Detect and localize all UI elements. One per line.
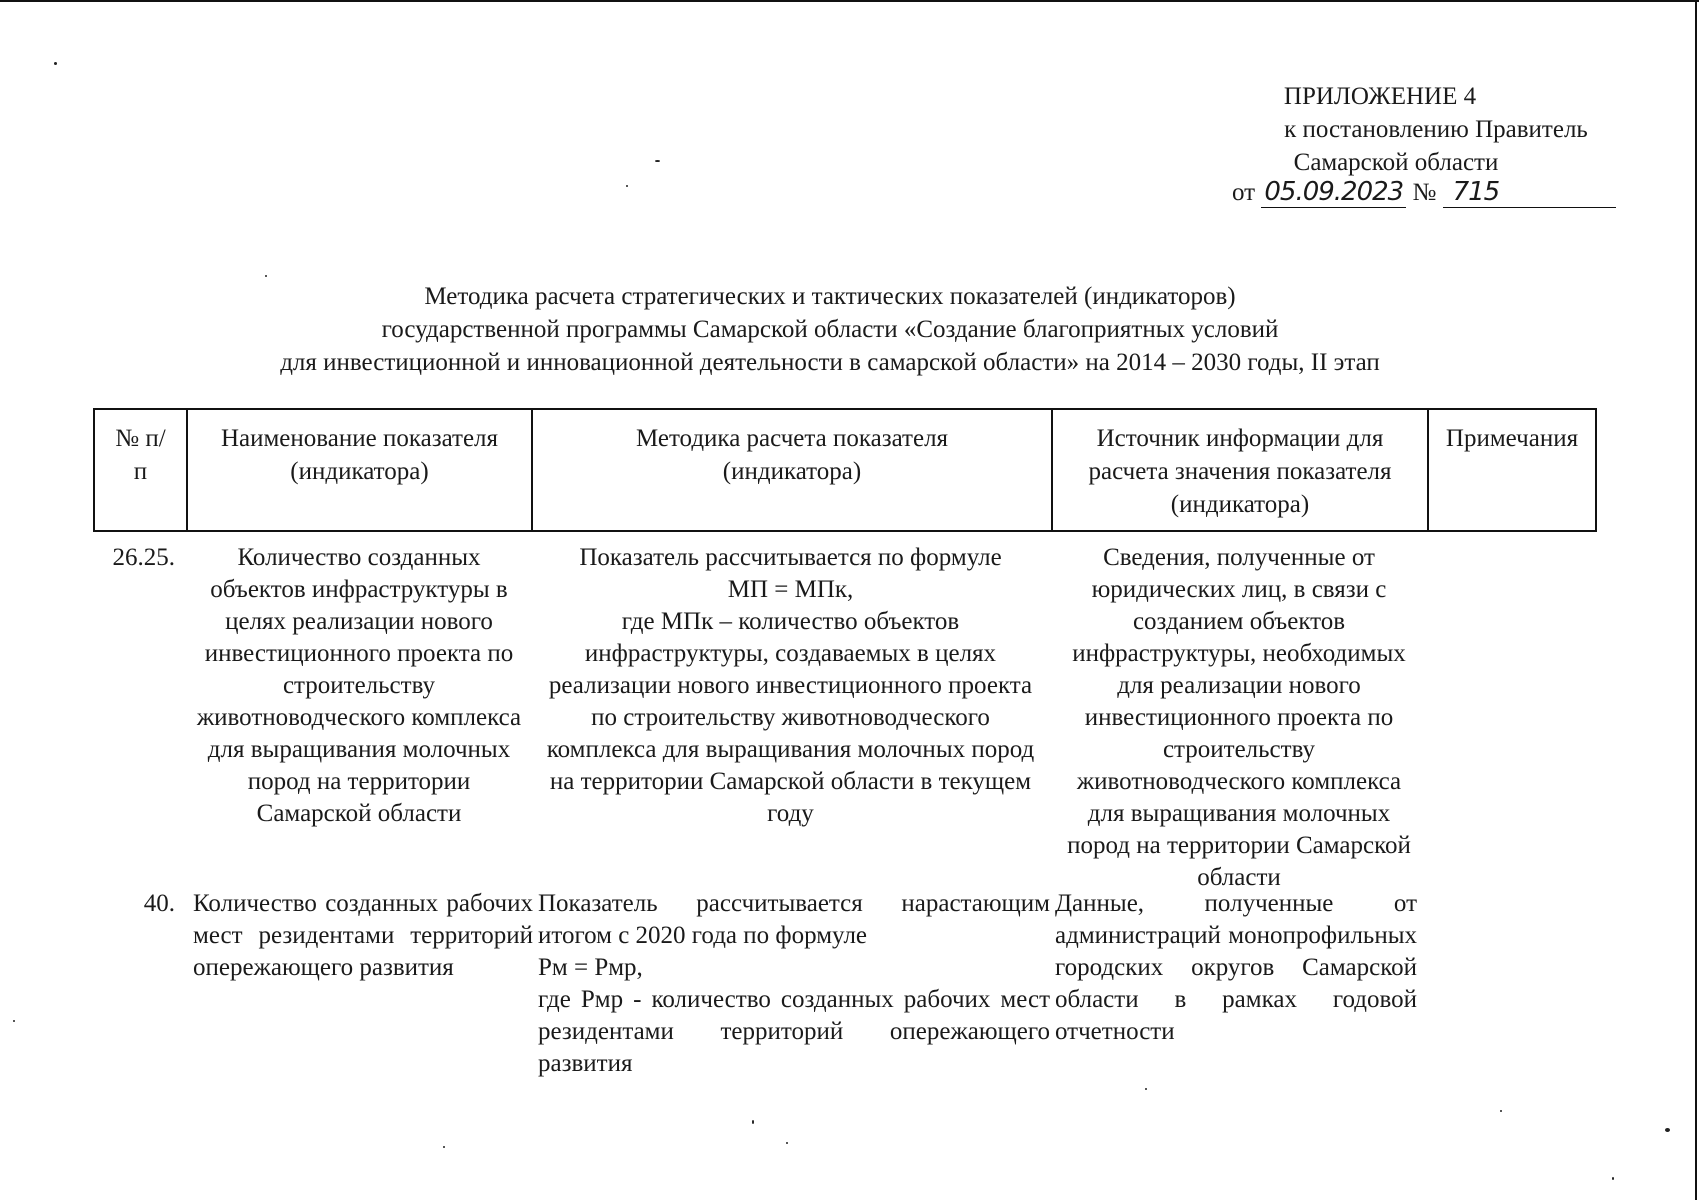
scan-speck [54, 62, 57, 65]
header-name: Наименование показателя (индикатора) [188, 410, 533, 530]
method-intro: Показатель рассчитывается по формуле [579, 544, 1002, 571]
scan-speck [1612, 1177, 1614, 1180]
handwritten-number: 715 [1443, 177, 1616, 208]
table-header [93, 408, 1597, 532]
row-source: Данные, полученные от администраций монопрофильных городских округов Самарской области в рамках годовой отчетности [1055, 890, 1417, 1045]
scan-border-right [1695, 0, 1697, 1200]
appendix-header [1160, 80, 1680, 179]
row-number: 26.25. [112, 544, 175, 571]
header-method: Методика расчета показателя (индикатора) [533, 410, 1053, 530]
scan-speck [655, 160, 660, 162]
appendix-region-line: Самарской области [1293, 149, 1499, 176]
scan-speck [786, 1142, 788, 1144]
row-method [538, 888, 1050, 1080]
scan-border-top [0, 0, 1699, 2]
method-where: где МПк – количество объектов инфраструктуры, создаваемых в целях реализации нового инвестиционного проекта по строительству животноводческого комплекса для выращивания молочных пород на территории Самарской области в текущем году [546, 608, 1035, 827]
row-source: Сведения, полученные от юридических лиц, в связи с созданием объектов инфраструктуры, необходимых для реализации нового инвестиционного проекта по строительству животноводческого комплекса для выращивания молочных пород на территории Самарской области [1067, 544, 1411, 891]
scan-speck [265, 275, 267, 277]
method-where: где Рмр - количество созданных рабочих мест резидентами территорий опережающего развития [538, 986, 1050, 1077]
scan-speck [443, 1146, 445, 1148]
date-prefix: от [1232, 179, 1256, 206]
appendix-title: ПРИЛОЖЕНИЕ 4 [1283, 83, 1477, 110]
scan-speck [1500, 1110, 1502, 1112]
document-title [200, 280, 1460, 379]
scan-speck [1145, 1088, 1147, 1090]
header-num: № п/п [95, 410, 188, 530]
header-notes: Примечания [1445, 425, 1579, 452]
method-intro: Показатель рассчитывается нарастающим итогом с 2020 года по формуле [538, 890, 1050, 949]
row-indicator-name: Количество созданных рабочих мест резидентами территорий опережающего развития [193, 890, 533, 981]
appendix-resolution-line: к постановлению Правитель [1284, 116, 1588, 143]
scan-speck [1665, 1128, 1670, 1132]
row-indicator-name: Количество созданных объектов инфраструктуры в целях реализации нового инвестиционного проекта по строительству животноводческого комплекса для выращивания молочных пород на территории Самарской области [196, 544, 522, 827]
scan-speck [626, 185, 628, 187]
number-prefix: № [1412, 179, 1437, 206]
row-method [538, 542, 1043, 830]
document-title-line-3: для инвестиционной и инновационной деятельности в самарской области» на 2014 – 2030 годы, II этап [280, 349, 1380, 376]
method-formula: МП = МПк, [727, 576, 854, 603]
document-title-line-2: государственной программы Самарской области «Создание благоприятных условий [381, 316, 1279, 343]
row-number: 40. [143, 890, 175, 917]
scan-speck [13, 1020, 15, 1022]
method-formula: Рм = Рмр, [538, 954, 643, 981]
header-source: Источник информации для расчета значения показателя (индикатора) [1053, 410, 1429, 530]
handwritten-date: 05.09.2023 [1261, 177, 1406, 208]
document-title-line-1: Методика расчета стратегических и тактических показателей (индикаторов) [424, 283, 1236, 310]
scan-speck [752, 1120, 754, 1124]
appendix-order-line [1232, 177, 1616, 208]
